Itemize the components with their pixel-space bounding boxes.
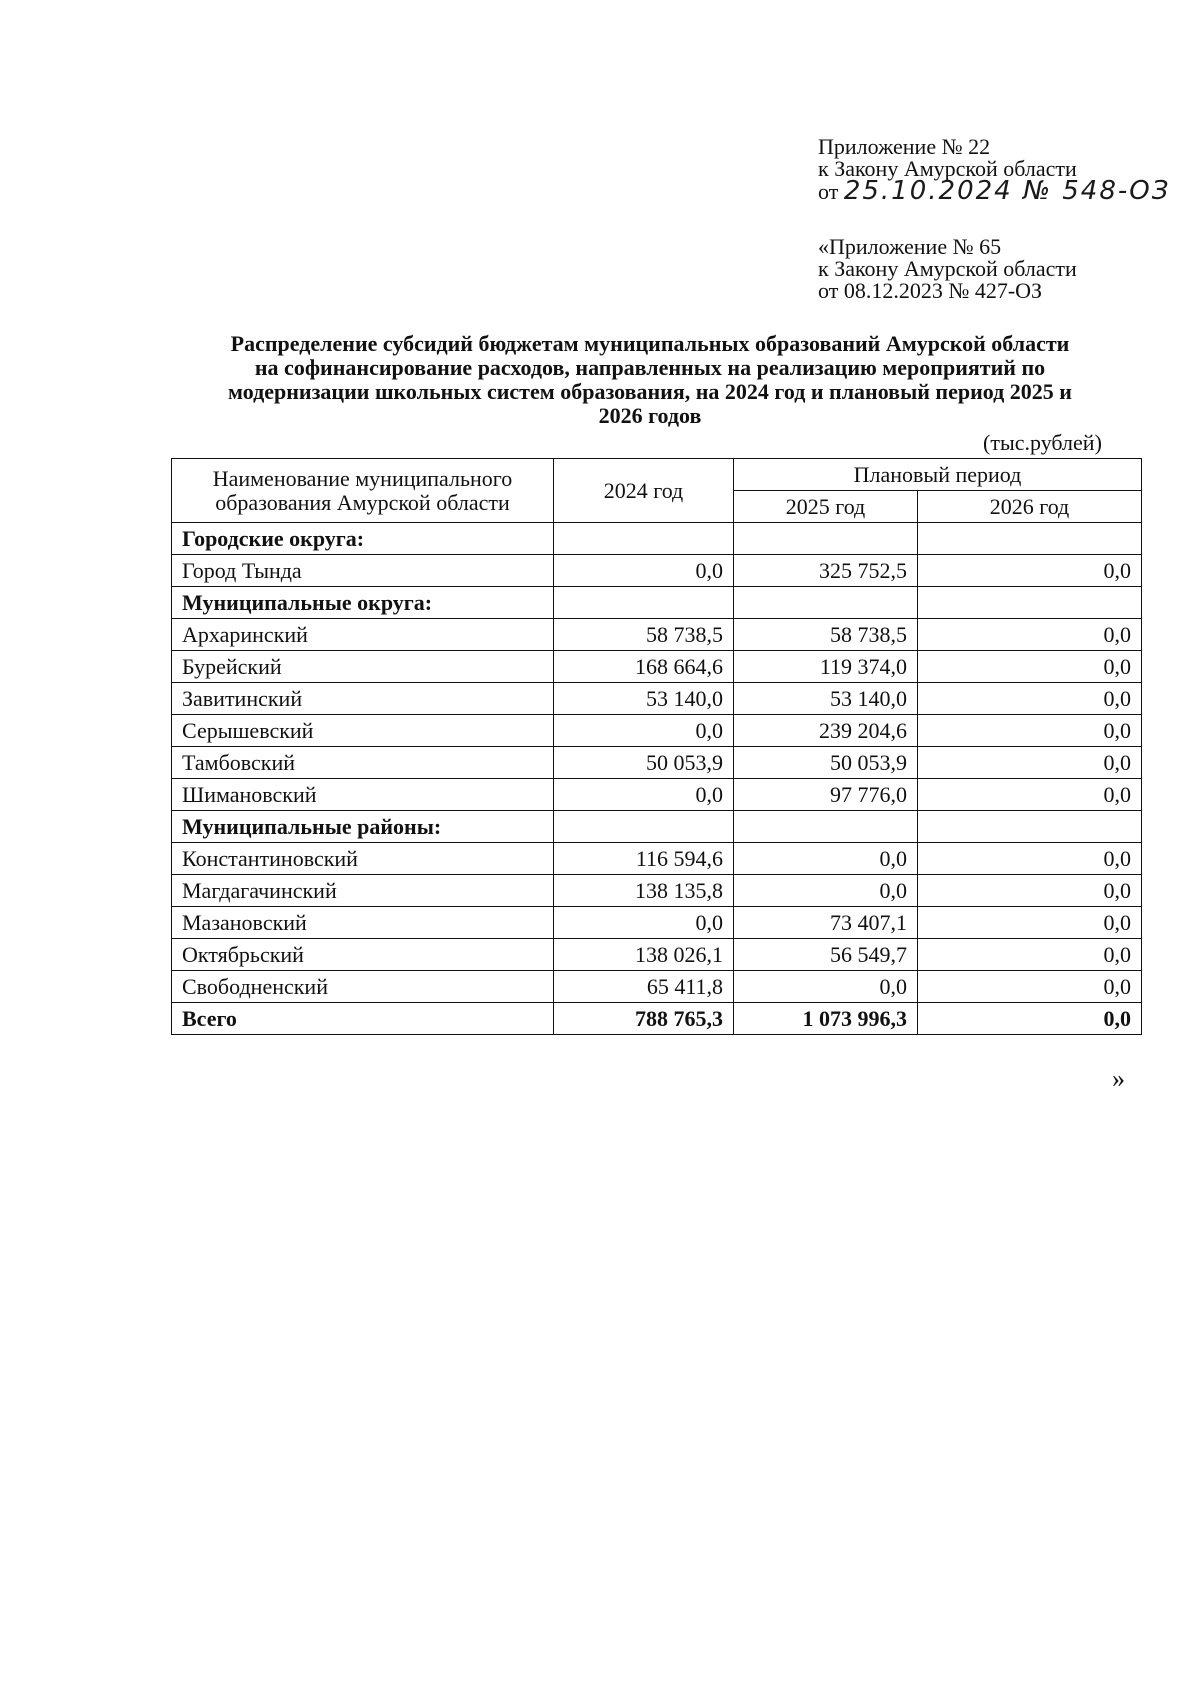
closing-quote-mark: » [1112,1064,1125,1093]
cell-value-2025 [734,523,918,555]
cell-value-2026: 0,0 [918,939,1142,971]
header-year-2024: 2024 год [554,459,734,523]
cell-value-2026: 0,0 [918,971,1142,1003]
cell-value-2025: 1 073 996,3 [734,1003,918,1035]
cell-value-2025: 119 374,0 [734,651,918,683]
cell-municipality-name: Всего [172,1003,554,1035]
cell-value-2024: 788 765,3 [554,1003,734,1035]
cell-municipality-name: Шимановский [172,779,554,811]
cell-value-2025: 56 549,7 [734,939,918,971]
cell-value-2024 [554,811,734,843]
title-line-3: модернизации школьных систем образования, на 2024 год и плановый период 2025 и [228,379,1072,404]
table-group-row [172,587,1142,619]
table-row [172,619,1142,651]
table-row [172,651,1142,683]
cell-municipality-name: Константиновский [172,843,554,875]
cell-municipality-name: Бурейский [172,651,554,683]
table-group-row [172,523,1142,555]
cell-value-2024: 138 026,1 [554,939,734,971]
cell-municipality-name: Серышевский [172,715,554,747]
cell-value-2026: 0,0 [918,843,1142,875]
cell-value-2026 [918,811,1142,843]
table-row [172,907,1142,939]
cell-municipality-name: Город Тында [172,555,554,587]
cell-value-2024: 0,0 [554,715,734,747]
cell-value-2024: 0,0 [554,779,734,811]
cell-municipality-name: Магдагачинский [172,875,554,907]
original-appendix-date: от 08.12.2023 № 427-ОЗ [818,278,1043,303]
document-title [150,332,1150,428]
cell-value-2025: 73 407,1 [734,907,918,939]
cell-value-2026: 0,0 [918,907,1142,939]
table-body [172,523,1142,1035]
cell-value-2026 [918,523,1142,555]
cell-value-2025 [734,587,918,619]
handwritten-date-number: 25.10.2024 № 548-ОЗ [843,176,1171,206]
cell-municipality-name: Архаринский [172,619,554,651]
table-row [172,843,1142,875]
cell-value-2024: 168 664,6 [554,651,734,683]
cell-municipality-name: Свободненский [172,971,554,1003]
cell-value-2025: 97 776,0 [734,779,918,811]
cell-value-2025: 53 140,0 [734,683,918,715]
table-row [172,939,1142,971]
cell-value-2025: 50 053,9 [734,747,918,779]
appendix-number: Приложение № 22 [818,134,991,159]
original-appendix-number: «Приложение № 65 [818,234,1002,259]
cell-value-2025: 0,0 [734,875,918,907]
subsidy-table [171,458,1142,1035]
cell-value-2024: 50 053,9 [554,747,734,779]
cell-municipality-name: Мазановский [172,907,554,939]
cell-value-2024 [554,523,734,555]
cell-value-2026: 0,0 [918,683,1142,715]
cell-municipality-name: Городские округа: [172,523,554,555]
header-planned-period: Плановый период [734,459,1142,491]
table-group-row [172,811,1142,843]
title-line-2: на софинансирование расходов, направленных на реализацию мероприятий по [254,355,1046,380]
table-total-row [172,1003,1142,1035]
cell-value-2026: 0,0 [918,651,1142,683]
cell-value-2025: 325 752,5 [734,555,918,587]
cell-municipality-name: Муниципальные районы: [172,811,554,843]
appendix-law-ref: к Закону Амурской области [818,156,1077,181]
title-line-4: 2026 годов [598,403,702,428]
table-row [172,747,1142,779]
cell-municipality-name: Тамбовский [172,747,554,779]
header-year-2026: 2026 год [918,491,1142,523]
header-municipality: Наименование муниципального образования Амурской области [172,459,554,523]
cell-value-2026: 0,0 [918,619,1142,651]
cell-municipality-name: Завитинский [172,683,554,715]
cell-value-2024: 0,0 [554,555,734,587]
cell-value-2026: 0,0 [918,1003,1142,1035]
table-row [172,971,1142,1003]
appendix-date-line [818,176,1171,206]
units-label: (тыс.рублей) [983,430,1102,455]
table-row [172,683,1142,715]
cell-value-2024: 0,0 [554,907,734,939]
cell-municipality-name: Муниципальные округа: [172,587,554,619]
cell-value-2025 [734,811,918,843]
cell-value-2026: 0,0 [918,875,1142,907]
cell-value-2025: 58 738,5 [734,619,918,651]
appendix-date-prefix: от [818,179,839,204]
cell-value-2024: 116 594,6 [554,843,734,875]
appendix-header [818,134,1171,206]
original-appendix-header [818,236,1077,302]
cell-value-2025: 0,0 [734,843,918,875]
cell-value-2026: 0,0 [918,555,1142,587]
cell-value-2024 [554,587,734,619]
cell-value-2026: 0,0 [918,747,1142,779]
title-line-1: Распределение субсидий бюджетам муниципальных образований Амурской области [230,331,1070,356]
cell-value-2025: 239 204,6 [734,715,918,747]
cell-value-2026: 0,0 [918,779,1142,811]
table-row [172,875,1142,907]
cell-value-2024: 65 411,8 [554,971,734,1003]
cell-value-2024: 53 140,0 [554,683,734,715]
cell-municipality-name: Октябрьский [172,939,554,971]
header-year-2025: 2025 год [734,491,918,523]
cell-value-2024: 138 135,8 [554,875,734,907]
cell-value-2026 [918,587,1142,619]
cell-value-2024: 58 738,5 [554,619,734,651]
table-row [172,715,1142,747]
cell-value-2025: 0,0 [734,971,918,1003]
original-appendix-law-ref: к Закону Амурской области [818,256,1077,281]
cell-value-2026: 0,0 [918,715,1142,747]
table-row [172,555,1142,587]
table-row [172,779,1142,811]
